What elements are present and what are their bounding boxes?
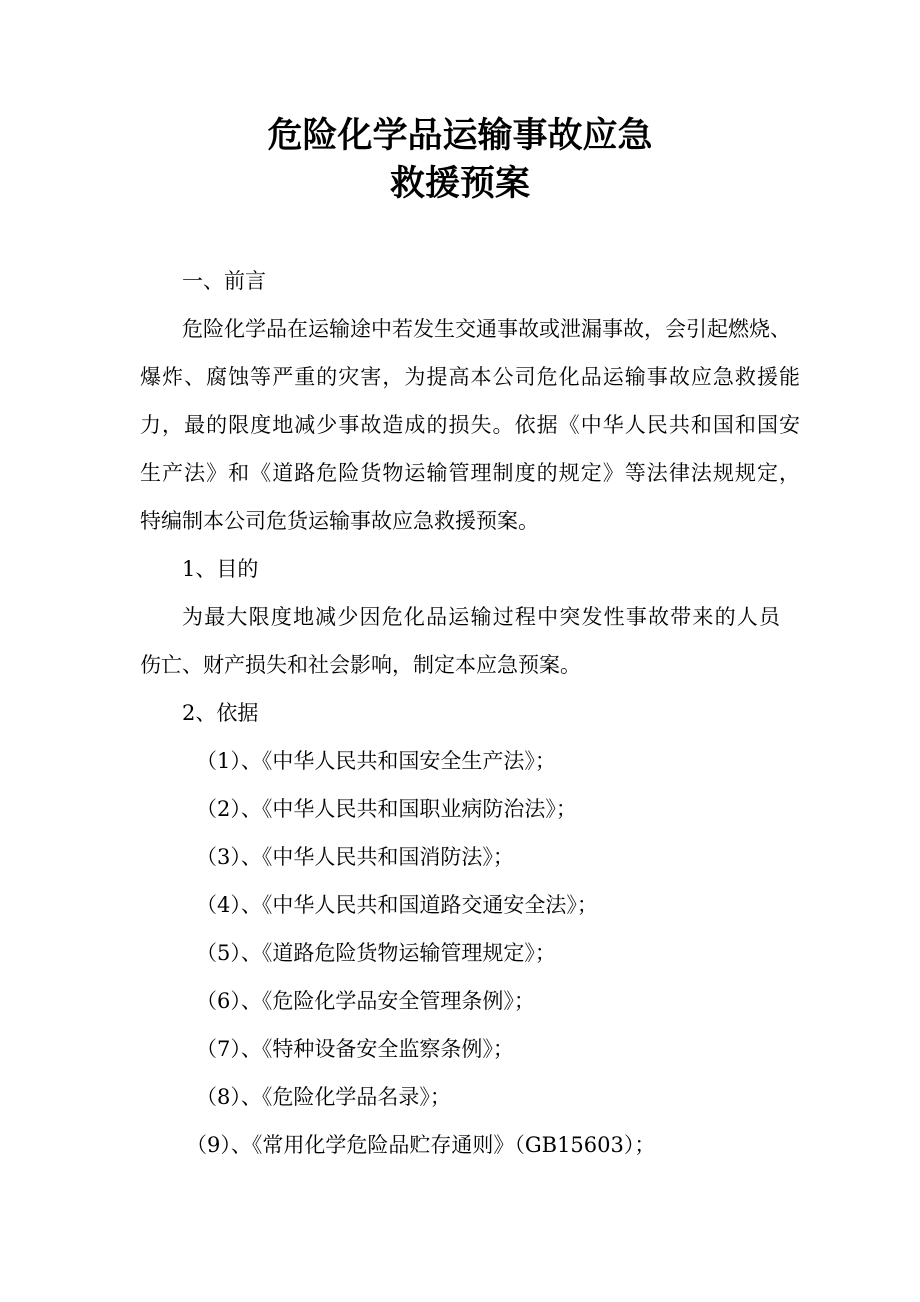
section-heading-preface: 一、前言 [182,269,266,293]
basis-list-item: （5）、《道路危险货物运输管理规定》； [196,941,556,965]
document-title-line-1: 危险化学品运输事故应急 [267,115,653,156]
basis-list-item: （3）、《中华人民共和国消防法》； [196,845,514,869]
document-title-line-2: 救援预案 [389,163,530,204]
basis-list-item: （9）、《常用化学危险品贮存通则》（GB15603）； [186,1133,656,1157]
preface-paragraph-line: 特编制本公司危货运输事故应急救援预案。 [140,509,539,533]
basis-list-item: （1）、《中华人民共和国安全生产法》； [196,749,556,773]
purpose-paragraph-line: 伤亡、财产损失和社会影响，制定本应急预案。 [140,653,581,677]
preface-paragraph-line: 生产法》和《道路危险货物运输管理制度的规定》等法律法规规定， [140,461,800,485]
basis-list-item: （4）、《中华人民共和国道路交通安全法》； [196,893,598,917]
purpose-paragraph-line: 为最大限度地减少因危化品运输过程中突发性事故带来的人员 [182,605,780,629]
preface-paragraph-line: 爆炸、腐蚀等严重的灾害，为提高本公司危化品运输事故应急救援能 [140,365,800,389]
basis-list-item: （8）、《危险化学品名录》； [196,1085,451,1109]
basis-list-item: （7）、《特种设备安全监察条例》； [196,1037,514,1061]
section-heading-purpose: 1、目的 [182,557,259,581]
preface-paragraph-line: 力，最的限度地减少事故造成的损失。依据《中华人民共和国和国安 [140,413,800,437]
preface-paragraph-line: 危险化学品在运输途中若发生交通事故或泄漏事故，会引起燃烧、 [182,317,791,341]
section-heading-basis: 2、依据 [182,701,259,725]
basis-list-item: （6）、《危险化学品安全管理条例》； [196,989,535,1013]
basis-list-item: （2）、《中华人民共和国职业病防治法》； [196,797,577,821]
